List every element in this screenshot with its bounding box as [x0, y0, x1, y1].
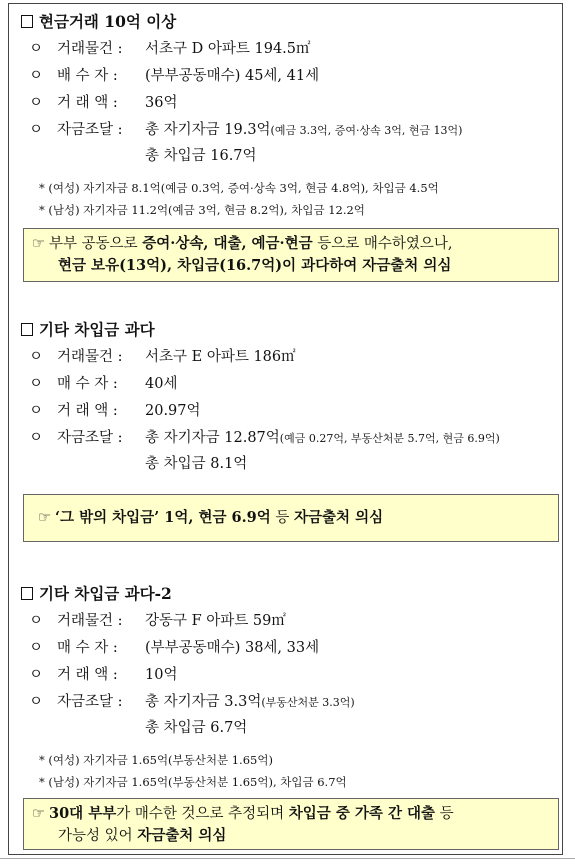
s1-note-male: * (남성) 자기자금 11.2억(예금 3억, 현금 8.2억), 차입금 12.2억 — [39, 203, 365, 217]
s2-row-funding: ㅇ 자금조달 : 총 자기자금 12.87억(예금 0.27억, 부동산처분 5.7억, 현금 6.9억) — [29, 430, 500, 446]
s3-note-male: * (남성) 자기자금 1.65억(부동산처분 1.65억), 차입금 6.7억 — [39, 775, 347, 789]
pointing-hand-icon: ☞ — [32, 806, 45, 822]
s3-callout: ☞ 30대 부부가 매수한 것으로 추정되며 차입금 중 가족 간 대출 등 가능성 있어 자금출처 의심 — [23, 798, 559, 850]
s3-row-buyer: ㅇ 매 수 자 : (부부공동매수) 38세, 33세 — [29, 640, 320, 656]
s2-row-buyer: ㅇ 매 수 자 : 40세 — [29, 376, 178, 392]
s1-row-loans: 총 차입금 16.7억 — [145, 148, 257, 164]
s1-row-property: ㅇ 거래물건 : 서초구 D 아파트 194.5㎡ — [29, 41, 311, 57]
s3-row-amount: ㅇ 거 래 액 : 10억 — [29, 667, 178, 683]
s3-note-female: * (여성) 자기자금 1.65억(부동산처분 1.65억) — [39, 753, 273, 767]
s2-row-amount: ㅇ 거 래 액 : 20.97억 — [29, 403, 201, 419]
s3-row-funding: ㅇ 자금조달 : 총 자기자금 3.3억(부동산처분 3.3억) — [29, 694, 355, 710]
section-1-heading: 현금거래 10억 이상 — [21, 10, 176, 32]
page-bottom-divider — [0, 858, 575, 859]
s2-row-loans: 총 차입금 8.1억 — [145, 456, 248, 472]
checkbox-square-icon — [21, 15, 33, 28]
s1-row-buyer: ㅇ 배 수 자 : (부부공동매수) 45세, 41세 — [29, 68, 320, 84]
section-2-heading: 기타 차입금 과다 — [21, 318, 155, 340]
s1-row-funding: ㅇ 자금조달 : 총 자기자금 19.3억(예금 3.3억, 증여·상속 3억, 현금 13억) — [29, 122, 463, 138]
pointing-hand-icon: ☞ — [38, 510, 51, 526]
s2-row-property: ㅇ 거래물건 : 서초구 E 아파트 186㎡ — [29, 349, 296, 365]
s1-row-amount: ㅇ 거 래 액 : 36억 — [29, 95, 178, 111]
checkbox-square-icon — [21, 587, 33, 600]
s3-row-loans: 총 차입금 6.7억 — [145, 720, 248, 736]
document-frame — [8, 3, 563, 855]
s1-note-female: * (여성) 자기자금 8.1억(예금 0.3억, 증여·상속 3억, 현금 4.8억), 차입금 4.5억 — [39, 181, 439, 195]
section-3-heading: 기타 차입금 과다-2 — [21, 582, 172, 604]
s2-callout: ☞ ‘그 밖의 차입금’ 1억, 현금 6.9억 등 자금출처 의심 — [23, 494, 559, 542]
s1-callout: ☞ 부부 공동으로 증여·상속, 대출, 예금·현금 등으로 매수하였으나, 현금 보유(13억), 차입금(16.7억)이 과다하여 자금출처 의심 — [23, 228, 559, 282]
pointing-hand-icon: ☞ — [32, 236, 45, 252]
checkbox-square-icon — [21, 323, 33, 336]
s3-row-property: ㅇ 거래물건 : 강동구 F 아파트 59㎡ — [29, 613, 286, 629]
